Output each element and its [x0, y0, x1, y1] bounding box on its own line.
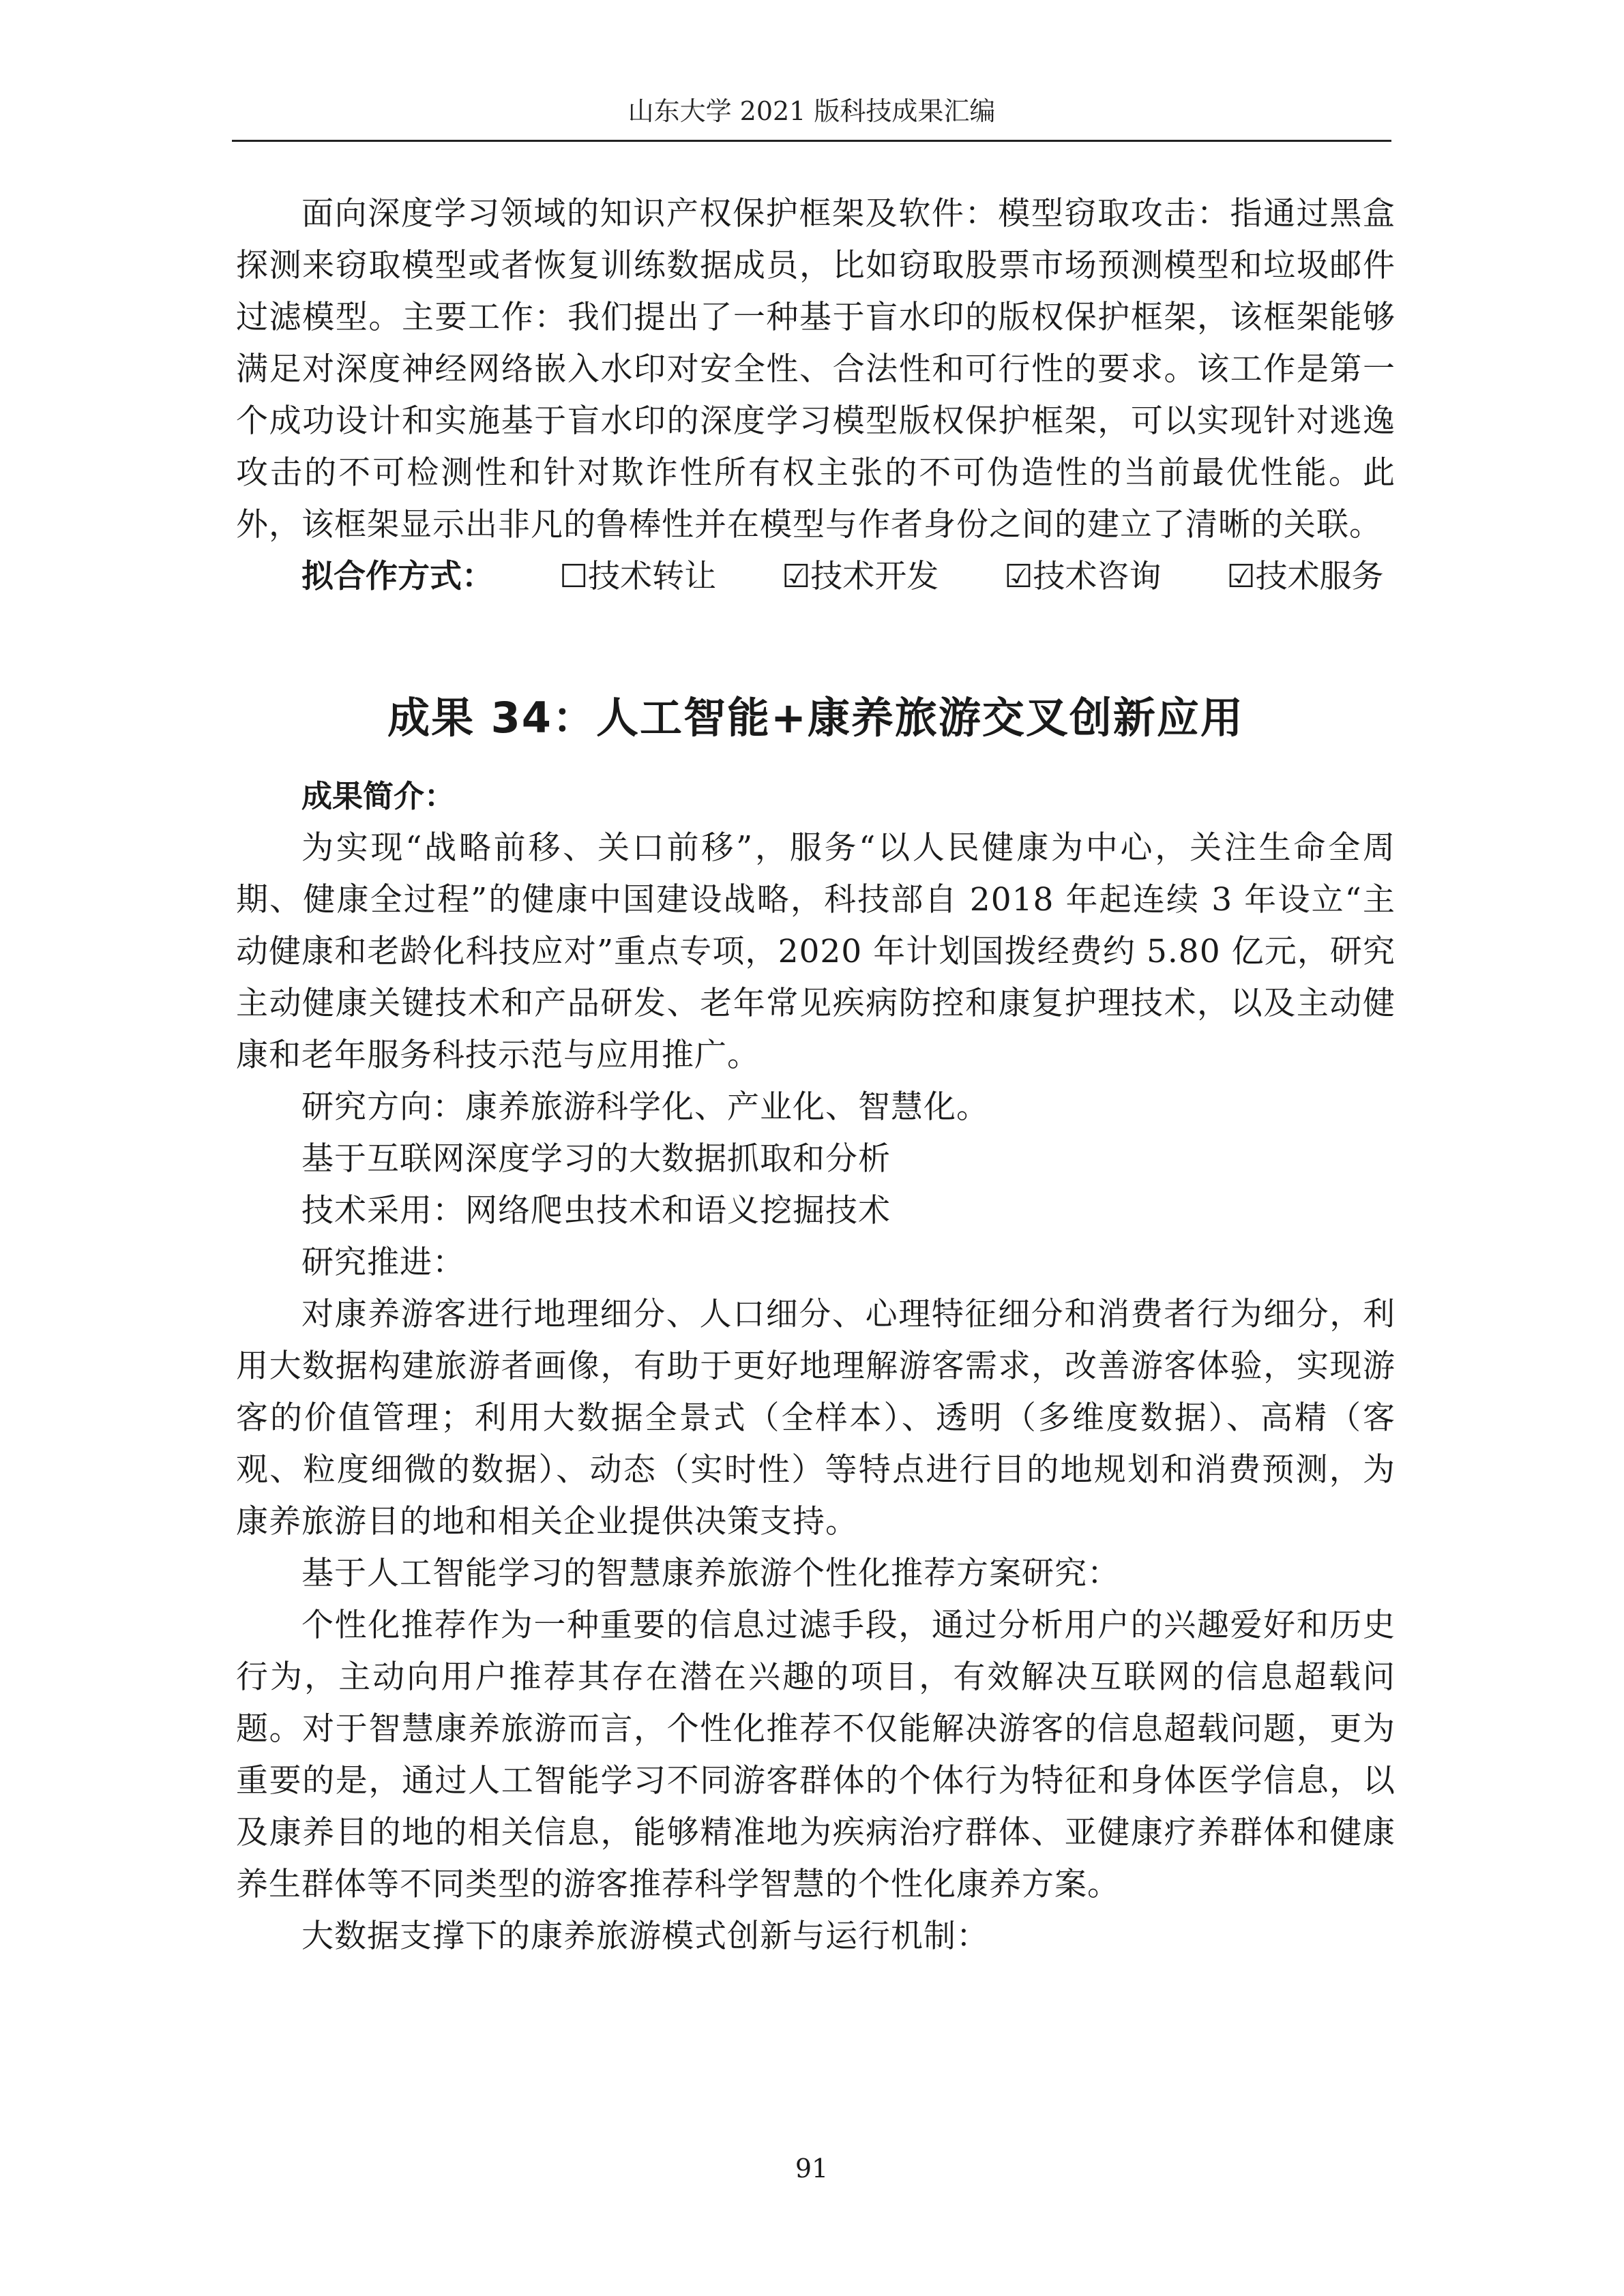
- recommendation-heading: 基于人工智能学习的智慧康养旅游个性化推荐方案研究：: [301, 1555, 1120, 1592]
- summary-paragraph: 为实现“战略前移、关口前移”，服务“以人民健康为中心，关注生命全周期、健康全过程”的健康中国建设战略，科技部自 2018 年起连续 3 年设立“主动健康和老龄化科技应对”重点专项，2020 年计划国拨经费约 5.80 亿元，研究主动健康关键技术和产品研发、老年常见疾病防控和康复护理技术，以及主动健康和老年服务科技示范与应用推广。: [236, 829, 1396, 1074]
- mode-innovation-heading: 大数据支撑下的康养旅游模式创新与运行机制：: [301, 1918, 989, 1955]
- segmentation-paragraph: 对康养游客进行地理细分、人口细分、心理特征细分和消费者行为细分，利用大数据构建旅游者画像，有助于更好地理解游客需求，改善游客体验，实现游客的价值管理；利用大数据全景式（全样本）、透明（多维度数据）、高精（客观、粒度细微的数据）、动态（实时性）等特点进行目的地规划和消费预测，为康养旅游目的地和相关企业提供决策支持。: [236, 1296, 1396, 1540]
- cooperation-option-service: 技术服务: [1255, 558, 1384, 595]
- recommendation-paragraph: 个性化推荐作为一种重要的信息过滤手段，通过分析用户的兴趣爱好和历史行为，主动向用户推荐其存在潜在兴趣的项目，有效解决互联网的信息超载问题。对于智慧康养旅游而言，个性化推荐不仅能解决游客的信息超载问题，更为重要的是，通过人工智能学习不同游客群体的个体行为特征和身体医学信息，以及康养目的地的相关信息，能够精准地为疾病治疗群体、亚健康疗养群体和健康养生群体等不同类型的游客推荐科学智慧的个性化康养方案。: [236, 1607, 1396, 1903]
- cooperation-label: 拟合作方式：: [301, 558, 494, 595]
- running-header: 山东大学 2021 版科技成果汇编: [628, 96, 996, 126]
- technology-used: 技术采用：网络爬虫技术和语义挖掘技术: [301, 1192, 891, 1229]
- intro-paragraph: 面向深度学习领域的知识产权保护框架及软件：模型窃取攻击：指通过黑盒探测来窃取模型或者恢复训练数据成员，比如窃取股票市场预测模型和垃圾邮件过滤模型。主要工作：我们提出了一种基于盲水印的版权保护框架，该框架能够满足对深度神经网络嵌入水印对安全性、合法性和可行性的要求。该工作是第一个成功设计和实施基于盲水印的深度学习模型版权保护框架，可以实现针对逃逸攻击的不可检测性和针对欺诈性所有权主张的不可伪造性的当前最优性能。此外，该框架显示出非凡的鲁棒性并在模型与作者身份之间的建立了清晰的关联。: [236, 195, 1396, 543]
- cooperation-option-transfer: 技术转让: [588, 558, 717, 595]
- cooperation-option-consulting: 技术咨询: [1033, 558, 1162, 595]
- checkbox-unchecked-icon: ☐: [559, 558, 589, 595]
- checkbox-checked-icon: ☑: [782, 558, 811, 595]
- checkbox-checked-icon: ☑: [1226, 558, 1256, 595]
- cooperation-line: [236, 551, 1396, 603]
- page-body: [236, 188, 1396, 1963]
- summary-label: 成果简介：: [301, 778, 456, 814]
- research-progress-label: 研究推进：: [301, 1244, 465, 1281]
- checkbox-checked-icon: ☑: [1004, 558, 1033, 595]
- section-title: 成果 34：人工智能+康养旅游交叉创新应用: [387, 693, 1244, 743]
- research-direction: 研究方向：康养旅游科学化、产业化、智慧化。: [301, 1088, 989, 1126]
- header-rule: [232, 140, 1391, 142]
- page-number: 91: [795, 2153, 829, 2183]
- data-crawl-heading: 基于互联网深度学习的大数据抓取和分析: [301, 1140, 891, 1178]
- cooperation-option-development: 技术开发: [810, 558, 939, 595]
